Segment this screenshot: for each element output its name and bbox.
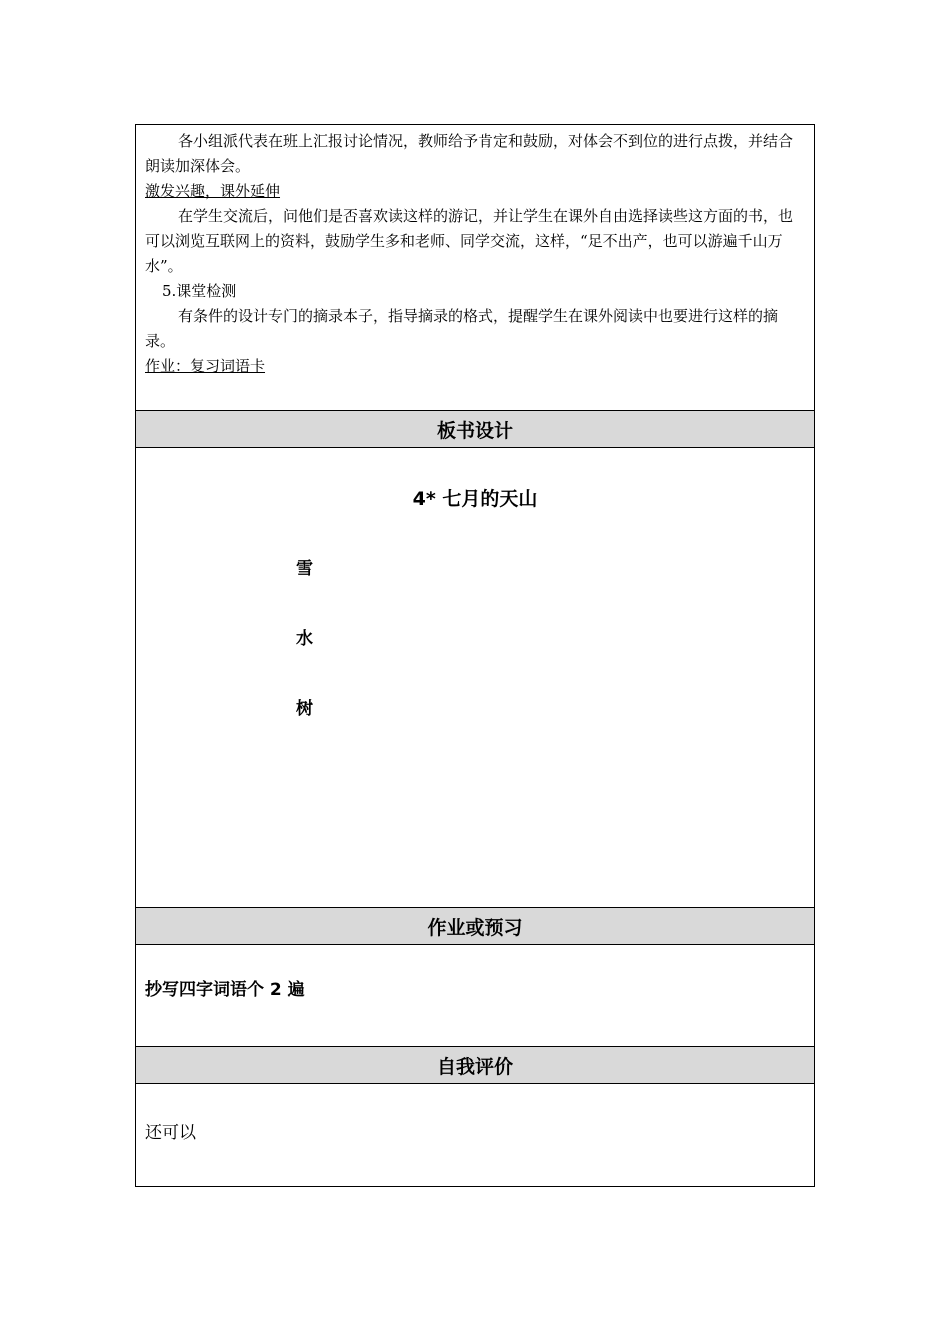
self-eval-cell: [136, 1084, 814, 1188]
section-header-homework: 作业或预习: [136, 907, 814, 945]
paragraph-extension: 在学生交流后，问他们是否喜欢读这样的游记，并让学生在课外自由选择读些这方面的书，也可以浏览互联网上的资料，鼓励学生多和老师、同学交流，这样，“足不出产，也可以游遍千山万水”。: [145, 207, 794, 275]
lesson-plan-table: [135, 124, 815, 1187]
item-classroom-test: 5.课堂检测: [162, 282, 237, 300]
homework-line: 作业：复习词语卡: [145, 357, 266, 375]
board-title: 4* 七月的天山: [412, 488, 538, 510]
self-eval-text: 还可以: [145, 1123, 196, 1143]
board-item: 雪: [296, 559, 313, 579]
section-header-self-eval: 自我评价: [136, 1046, 814, 1084]
section-header-board: 板书设计: [136, 410, 814, 448]
paragraph-excerpt: 有条件的设计专门的摘录本子，指导摘录的格式，提醒学生在课外阅读中也要进行这样的摘录。: [145, 307, 779, 350]
homework-text: 抄写四字词语个 2 遍: [145, 980, 305, 1000]
board-item: 水: [296, 629, 313, 649]
homework-cell: [136, 945, 814, 1046]
heading-interest: 激发兴趣，课外延伸: [145, 182, 281, 200]
board-item: 树: [296, 699, 313, 719]
board-design-cell: [136, 448, 814, 907]
lesson-content-cell: [136, 125, 814, 411]
paragraph-report: 各小组派代表在班上汇报讨论情况，教师给予肯定和鼓励，对体会不到位的进行点拨，并结合朗读加深体会。: [145, 132, 794, 175]
